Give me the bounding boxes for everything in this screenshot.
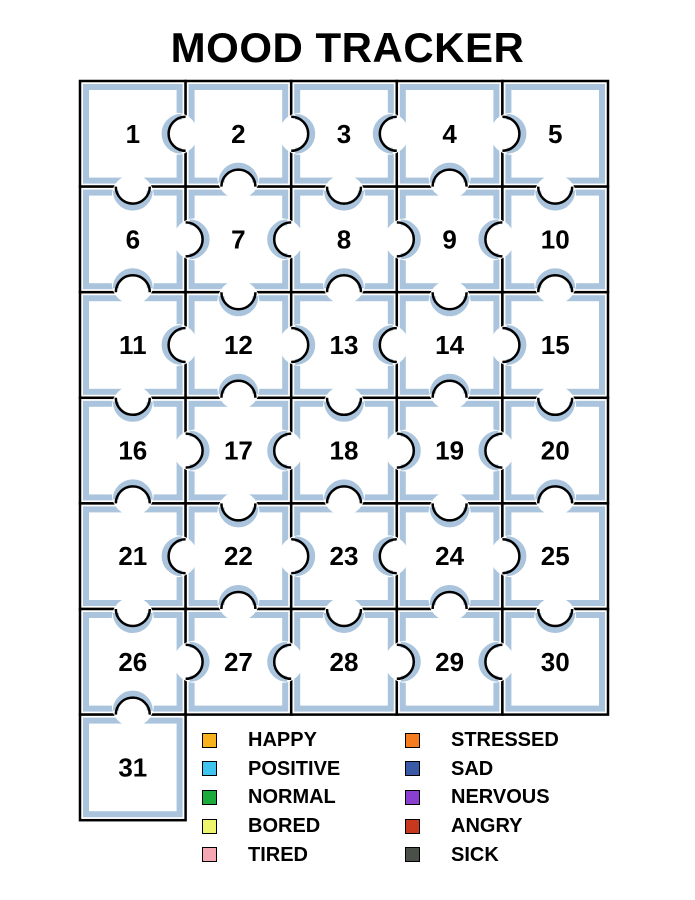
legend-label: SICK (451, 843, 499, 866)
legend-label: NORMAL (248, 786, 336, 809)
day-number: 26 (118, 646, 148, 677)
day-number: 16 (118, 435, 148, 466)
day-number: 1 (125, 118, 141, 149)
page-title: MOOD TRACKER (170, 24, 525, 71)
legend-item (405, 814, 523, 838)
day-number: 12 (223, 330, 253, 360)
day-number: 27 (223, 646, 253, 677)
mood-color-swatch (202, 733, 217, 748)
day-number: 4 (442, 118, 457, 149)
mood-color-swatch (405, 761, 420, 776)
day-number: 6 (125, 224, 141, 255)
day-number: 3 (336, 118, 352, 149)
legend-label: NERVOUS (451, 786, 550, 809)
legend-label: TIRED (248, 843, 308, 866)
day-number: 9 (442, 224, 457, 255)
day-number: 20 (540, 435, 570, 466)
legend-item (202, 843, 308, 867)
mood-color-swatch (202, 761, 217, 776)
legend-label: SAD (451, 757, 494, 780)
day-number: 23 (329, 541, 359, 572)
day-number: 29 (435, 646, 465, 677)
mood-color-swatch (202, 790, 217, 805)
legend-item (405, 785, 550, 809)
day-number: 5 (547, 118, 563, 149)
day-number: 19 (435, 435, 465, 466)
day-number: 8 (336, 224, 352, 255)
mood-color-swatch (405, 819, 420, 834)
legend-label: ANGRY (451, 815, 523, 838)
day-number: 10 (540, 224, 570, 255)
legend-label: POSITIVE (248, 757, 341, 780)
mood-color-swatch (405, 790, 420, 805)
day-number: 11 (119, 330, 147, 360)
day-number: 31 (118, 752, 148, 783)
legend-label: HAPPY (248, 729, 317, 751)
day-number: 18 (329, 435, 359, 466)
day-number: 21 (118, 541, 148, 572)
day-number: 17 (223, 435, 253, 466)
day-number: 30 (540, 646, 570, 677)
legend-item (405, 728, 559, 752)
legend-item (202, 757, 341, 781)
day-number: 28 (329, 646, 359, 677)
legend-label: BORED (248, 815, 321, 838)
mood-color-swatch (405, 733, 420, 748)
mood-color-swatch (202, 847, 217, 862)
legend-item (202, 785, 336, 809)
day-number: 2 (231, 118, 246, 149)
mood-color-swatch (405, 847, 420, 862)
day-number: 25 (540, 541, 570, 572)
mood-color-swatch (202, 819, 217, 834)
day-number: 14 (435, 330, 465, 360)
legend-label: STRESSED (451, 729, 559, 751)
legend-item (202, 728, 317, 752)
day-number: 15 (540, 330, 570, 360)
day-number: 24 (435, 541, 465, 572)
legend-item (405, 843, 499, 867)
legend-item (405, 757, 494, 781)
day-number: 13 (329, 330, 359, 360)
day-number: 22 (223, 541, 253, 572)
day-number: 7 (231, 224, 246, 255)
legend-item (202, 814, 321, 838)
